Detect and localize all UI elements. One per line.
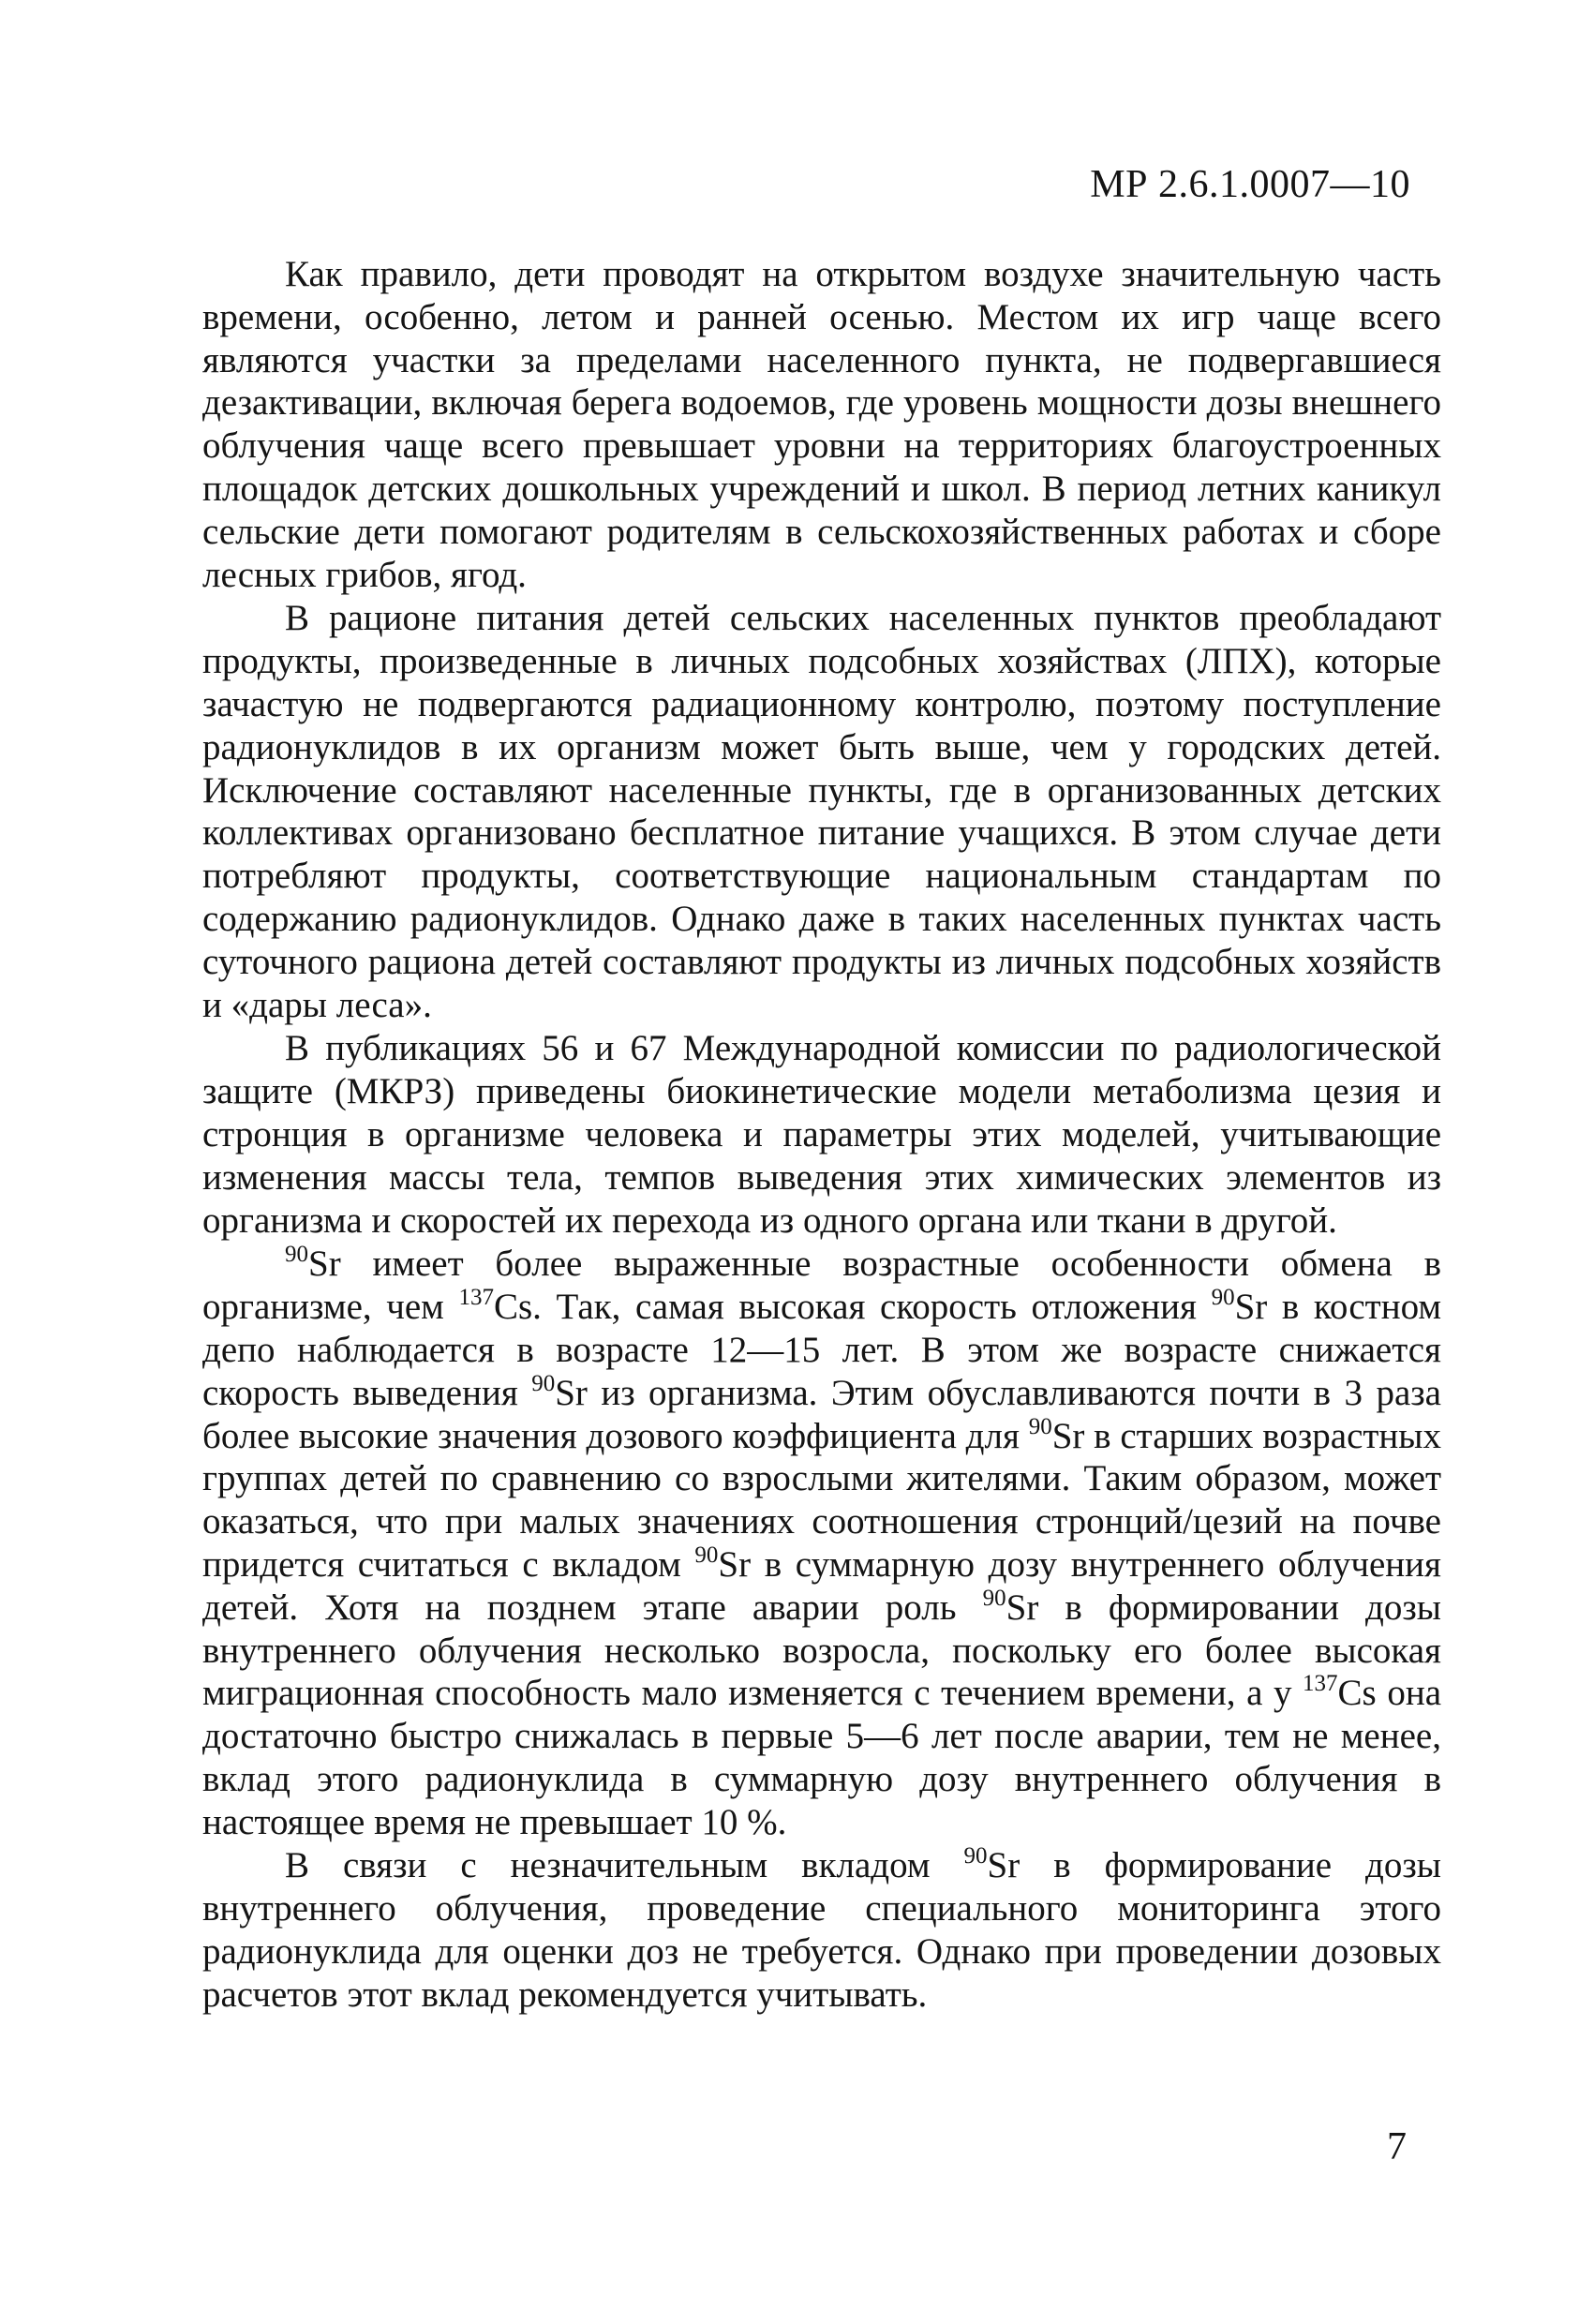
isotope-mass-number: 90 (285, 1242, 308, 1268)
isotope-symbol: Sr (1234, 1287, 1268, 1328)
isotope-symbol: Cs (1337, 1673, 1377, 1714)
isotope-mass-number: 90 (694, 1542, 719, 1568)
isotope-symbol: Sr (1006, 1587, 1039, 1628)
paragraph-diet: В рационе питания детей сельских населенных пунктов преобладают продукты, произведенные в личных подсобных хозяйствах (ЛПХ), которые зачастую не подвергаются радиационному контролю, поэтому поступление радионуклидов в их организм может быть выше, чем у городских детей. Исключение составляют населенные пункты, где в организованных детских коллективах организовано бесплатное питание учащихся. В этом случае дети потребляют продукты, соответствующие национальным стандартам по содержанию радионуклидов. Однако даже в таких населенных пунктах часть суточного рациона детей составляют продукты из личных подсобных хозяйств и «дары леса». (202, 598, 1441, 1025)
text-run: из организма. Этим обуславливаются почти в 3 раза более высокие значения дозового коэффициента для (202, 1372, 1441, 1456)
isotope-mass-number: 90 (1211, 1285, 1235, 1311)
text-run: она достаточно быстро снижалась в первые 5—6 лет после аварии, тем не менее, вклад этого радионуклида в суммарную дозу внутреннего облучения в настоящее время не превышает 10 %. (202, 1673, 1442, 1842)
text-run: в костном депо наблюдается в возрасте 12—15 лет. В этом же возрасте снижается скорость выведения (202, 1287, 1442, 1413)
body-text (202, 253, 1441, 2017)
text-run: в старших возрастных группах детей по сравнению со взрослыми жителями. Таким образом, может оказаться, что при малых значениях соотношения стронций/цезий на почве придется считаться с вкладом (202, 1415, 1441, 1585)
paragraph-icrp-models: В публикациях 56 и 67 Международной комиссии по радиологической защите (МКРЗ) приведены биокинетические модели метаболизма цезия и стронция в организме человека и параметры этих моделей, учитывающие изменения массы тела, темпов выведения этих химических элементов из организма и скоростей их перехода из одного органа или ткани в другой. (202, 1028, 1441, 1241)
isotope-symbol: Sr (987, 1845, 1020, 1886)
isotope-mass-number: 137 (1303, 1671, 1338, 1697)
text-run: в суммарную дозу внутреннего облучения детей. Хотя на позднем этапе аварии роль (202, 1543, 1441, 1628)
document-code: МР 2.6.1.0007—10 (1090, 163, 1410, 206)
isotope-symbol: Sr (1051, 1415, 1085, 1456)
isotope-mass-number: 90 (531, 1370, 556, 1396)
isotope-symbol: Sr (555, 1372, 588, 1413)
text-run: в формировании дозы внутреннего облучения несколько возросла, поскольку его более высокая миграционная способность мало изменяется с течением времени, а у (202, 1587, 1442, 1714)
paragraph-monitoring (202, 1844, 1441, 2016)
isotope-mass-number: 90 (982, 1585, 1006, 1611)
paragraph-children-outdoor: Как правило, дети проводят на открытом воздухе значительную часть времени, особенно, летом и ранней осенью. Местом их игр чаще всего являются участки за пределами населенного пункта, не подвергавшиеся дезактивации, включая берега водоемов, где уровень мощности дозы внешнего облучения чаще всего превышает уровни на территориях благоустроенных площадок детских дошкольных учреждений и школ. В период летних каникул сельские дети помогают родителям в сельскохозяйственных работах и сборе лесных грибов, ягод. (202, 254, 1441, 595)
isotope-symbol: Cs (493, 1287, 533, 1328)
isotope-mass-number: 90 (963, 1843, 988, 1870)
isotope-symbol: Sr (718, 1543, 752, 1585)
text-run: имеет более выраженные возрастные особенности обмена в организме, чем (202, 1244, 1441, 1328)
isotope-mass-number: 137 (458, 1285, 494, 1311)
text-run: в формирование дозы внутреннего облучения, проведение специального мониторинга этого радионуклида для оценки доз не требуется. Однако при проведении дозовых расчетов этот вклад рекомендуется учитывать. (202, 1845, 1442, 2015)
isotope-symbol: Sr (308, 1244, 341, 1285)
text-run: . Так, самая высокая скорость отложения (532, 1287, 1212, 1328)
page-number: 7 (1387, 2125, 1407, 2168)
paragraph-strontium-metabolism (202, 1243, 1441, 1843)
isotope-mass-number: 90 (1028, 1413, 1052, 1439)
text-run: В связи с незначительным вкладом (285, 1845, 964, 1886)
